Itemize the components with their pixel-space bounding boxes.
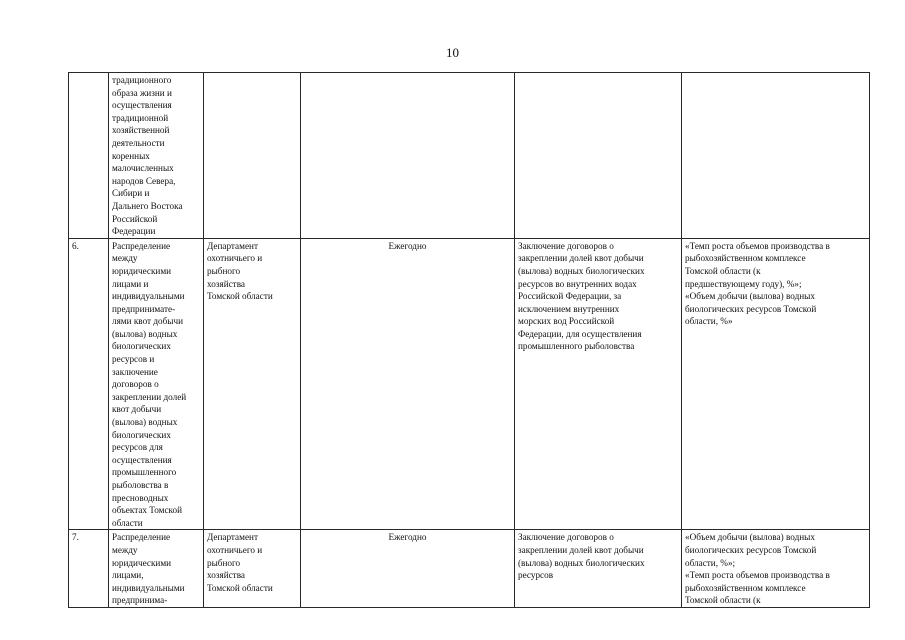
cell-line: Департамент [207, 532, 258, 543]
cell-line: рыболовства в [112, 480, 169, 490]
cell-line: предшествующему году), %»; [685, 278, 802, 289]
cell-line: (вылова) водных биологических [518, 265, 645, 276]
cell-result [515, 238, 682, 530]
cell-line: закреплении долей квот добычи [518, 544, 644, 555]
cell-line: традиционной [112, 112, 169, 123]
cell-line: лицами и [112, 278, 149, 289]
cell-indicator [682, 238, 870, 530]
cell-line: малочисленных [112, 163, 174, 174]
cell-line: рыбного [207, 557, 241, 568]
cell-line: традиционного [112, 75, 172, 85]
cell-line: заключение [112, 366, 158, 377]
cell-activity [109, 238, 204, 530]
cell-line: Заключение договоров о [518, 532, 614, 543]
cell-line: ресурсов [518, 570, 554, 581]
cell-result [515, 530, 682, 608]
cell-line: охотничьего и [207, 253, 263, 264]
cell-text: Ежегодно [388, 532, 427, 543]
cell-line: биологических ресурсов Томской [685, 303, 817, 314]
cell-line: Российской [112, 213, 158, 224]
cell-line: индивидуальными [112, 291, 185, 302]
cell-line: ресурсов для [112, 442, 163, 453]
cell-activity [109, 73, 204, 239]
page-number: 10 [446, 45, 459, 60]
table-row [69, 530, 870, 608]
cell-line: морских вод Российской [518, 316, 615, 327]
cell-term [301, 73, 515, 239]
cell-line: ресурсов во внутренних водах [518, 278, 637, 289]
cell-line: Департамент [207, 240, 258, 251]
cell-text: 7. [72, 532, 79, 543]
cell-line: Томской области (к [685, 265, 761, 276]
cell-executor [204, 238, 301, 530]
cell-line: промышленного [112, 467, 177, 478]
cell-indicator [682, 530, 870, 608]
cell-line: предпринимате- [112, 303, 176, 314]
cell-number [69, 73, 109, 239]
cell-line: охотничьего и [207, 544, 263, 555]
cell-line: промышленного рыболовства [518, 341, 635, 352]
cell-line: Распределение [112, 532, 171, 543]
cell-line: объектах Томской [112, 505, 183, 516]
cell-line: Федерации, для осуществления [518, 328, 642, 339]
cell-line: индивидуальными [112, 582, 185, 593]
cell-line: ресурсов и [112, 354, 155, 365]
cell-line: биологических ресурсов Томской [685, 544, 817, 555]
cell-executor [204, 73, 301, 239]
cell-line: договоров о [112, 379, 159, 390]
cell-line: лями квот добычи [112, 316, 184, 327]
cell-line: «Темп роста объемов производства в [685, 240, 830, 251]
cell-line: осуществления [112, 100, 172, 111]
cell-line: (вылова) водных биологических [518, 557, 645, 568]
cell-line: области, %» [685, 316, 733, 327]
cell-line: между [112, 253, 138, 264]
cell-line: Томской области [207, 291, 273, 302]
cell-line: коренных [112, 150, 150, 161]
cell-line: Дальнего Востока [112, 200, 183, 211]
cell-number [69, 530, 109, 608]
cell-term [301, 530, 515, 608]
cell-line: юридическими [112, 557, 172, 568]
cell-line: «Объем добычи (вылова) водных [685, 532, 815, 543]
cell-line: юридическими [112, 265, 172, 276]
cell-line: исключением внутренних [518, 303, 620, 314]
cell-line: рыбохозяйственном комплексе [685, 582, 806, 593]
cell-line: Томской области (к [685, 595, 761, 606]
cell-line: Сибири и [112, 188, 150, 199]
cell-line: хозяйства [207, 570, 245, 581]
cell-line: закреплении долей квот добычи [518, 253, 644, 264]
cell-line: рыбного [207, 265, 241, 276]
cell-text: Ежегодно [388, 240, 427, 251]
cell-executor [204, 530, 301, 608]
cell-line: пресноводных [112, 492, 169, 503]
cell-line: Российской Федерации, за [518, 291, 622, 302]
table-body [69, 73, 870, 608]
cell-line: «Темп роста объемов производства в [685, 570, 830, 581]
cell-line: между [112, 544, 138, 555]
cell-line: осуществления [112, 454, 172, 465]
cell-result [515, 73, 682, 239]
cell-line: образа жизни и [112, 87, 172, 98]
cell-activity [109, 530, 204, 608]
cell-line: лицами, [112, 570, 144, 581]
cell-line: деятельности [112, 137, 165, 148]
cell-line: области, %»; [685, 557, 736, 568]
cell-line: Федерации [112, 226, 156, 237]
cell-line: биологических [112, 341, 171, 352]
cell-line: закреплении долей [112, 391, 187, 402]
cell-text: 6. [72, 240, 79, 251]
cell-line: биологических [112, 429, 171, 440]
cell-line: (вылова) водных [112, 328, 178, 339]
cell-line: рыбохозяйственном комплексе [685, 253, 806, 264]
table-row [69, 73, 870, 239]
cell-line: хозяйства [207, 278, 245, 289]
cell-line: Заключение договоров о [518, 240, 614, 251]
cell-line: Томской области [207, 582, 273, 593]
cell-line: народов Севера, [112, 175, 176, 186]
cell-line: предпринима- [112, 595, 168, 606]
cell-indicator [682, 73, 870, 239]
cell-term [301, 238, 515, 530]
cell-line: Распределение [112, 240, 171, 251]
plan-table [68, 72, 870, 608]
cell-line: области [112, 517, 143, 528]
cell-number [69, 238, 109, 530]
cell-line: квот добычи [112, 404, 162, 415]
table-row [69, 238, 870, 530]
cell-line: «Объем добычи (вылова) водных [685, 291, 815, 302]
cell-line: хозяйственной [112, 125, 170, 136]
cell-line: (вылова) водных [112, 417, 178, 428]
